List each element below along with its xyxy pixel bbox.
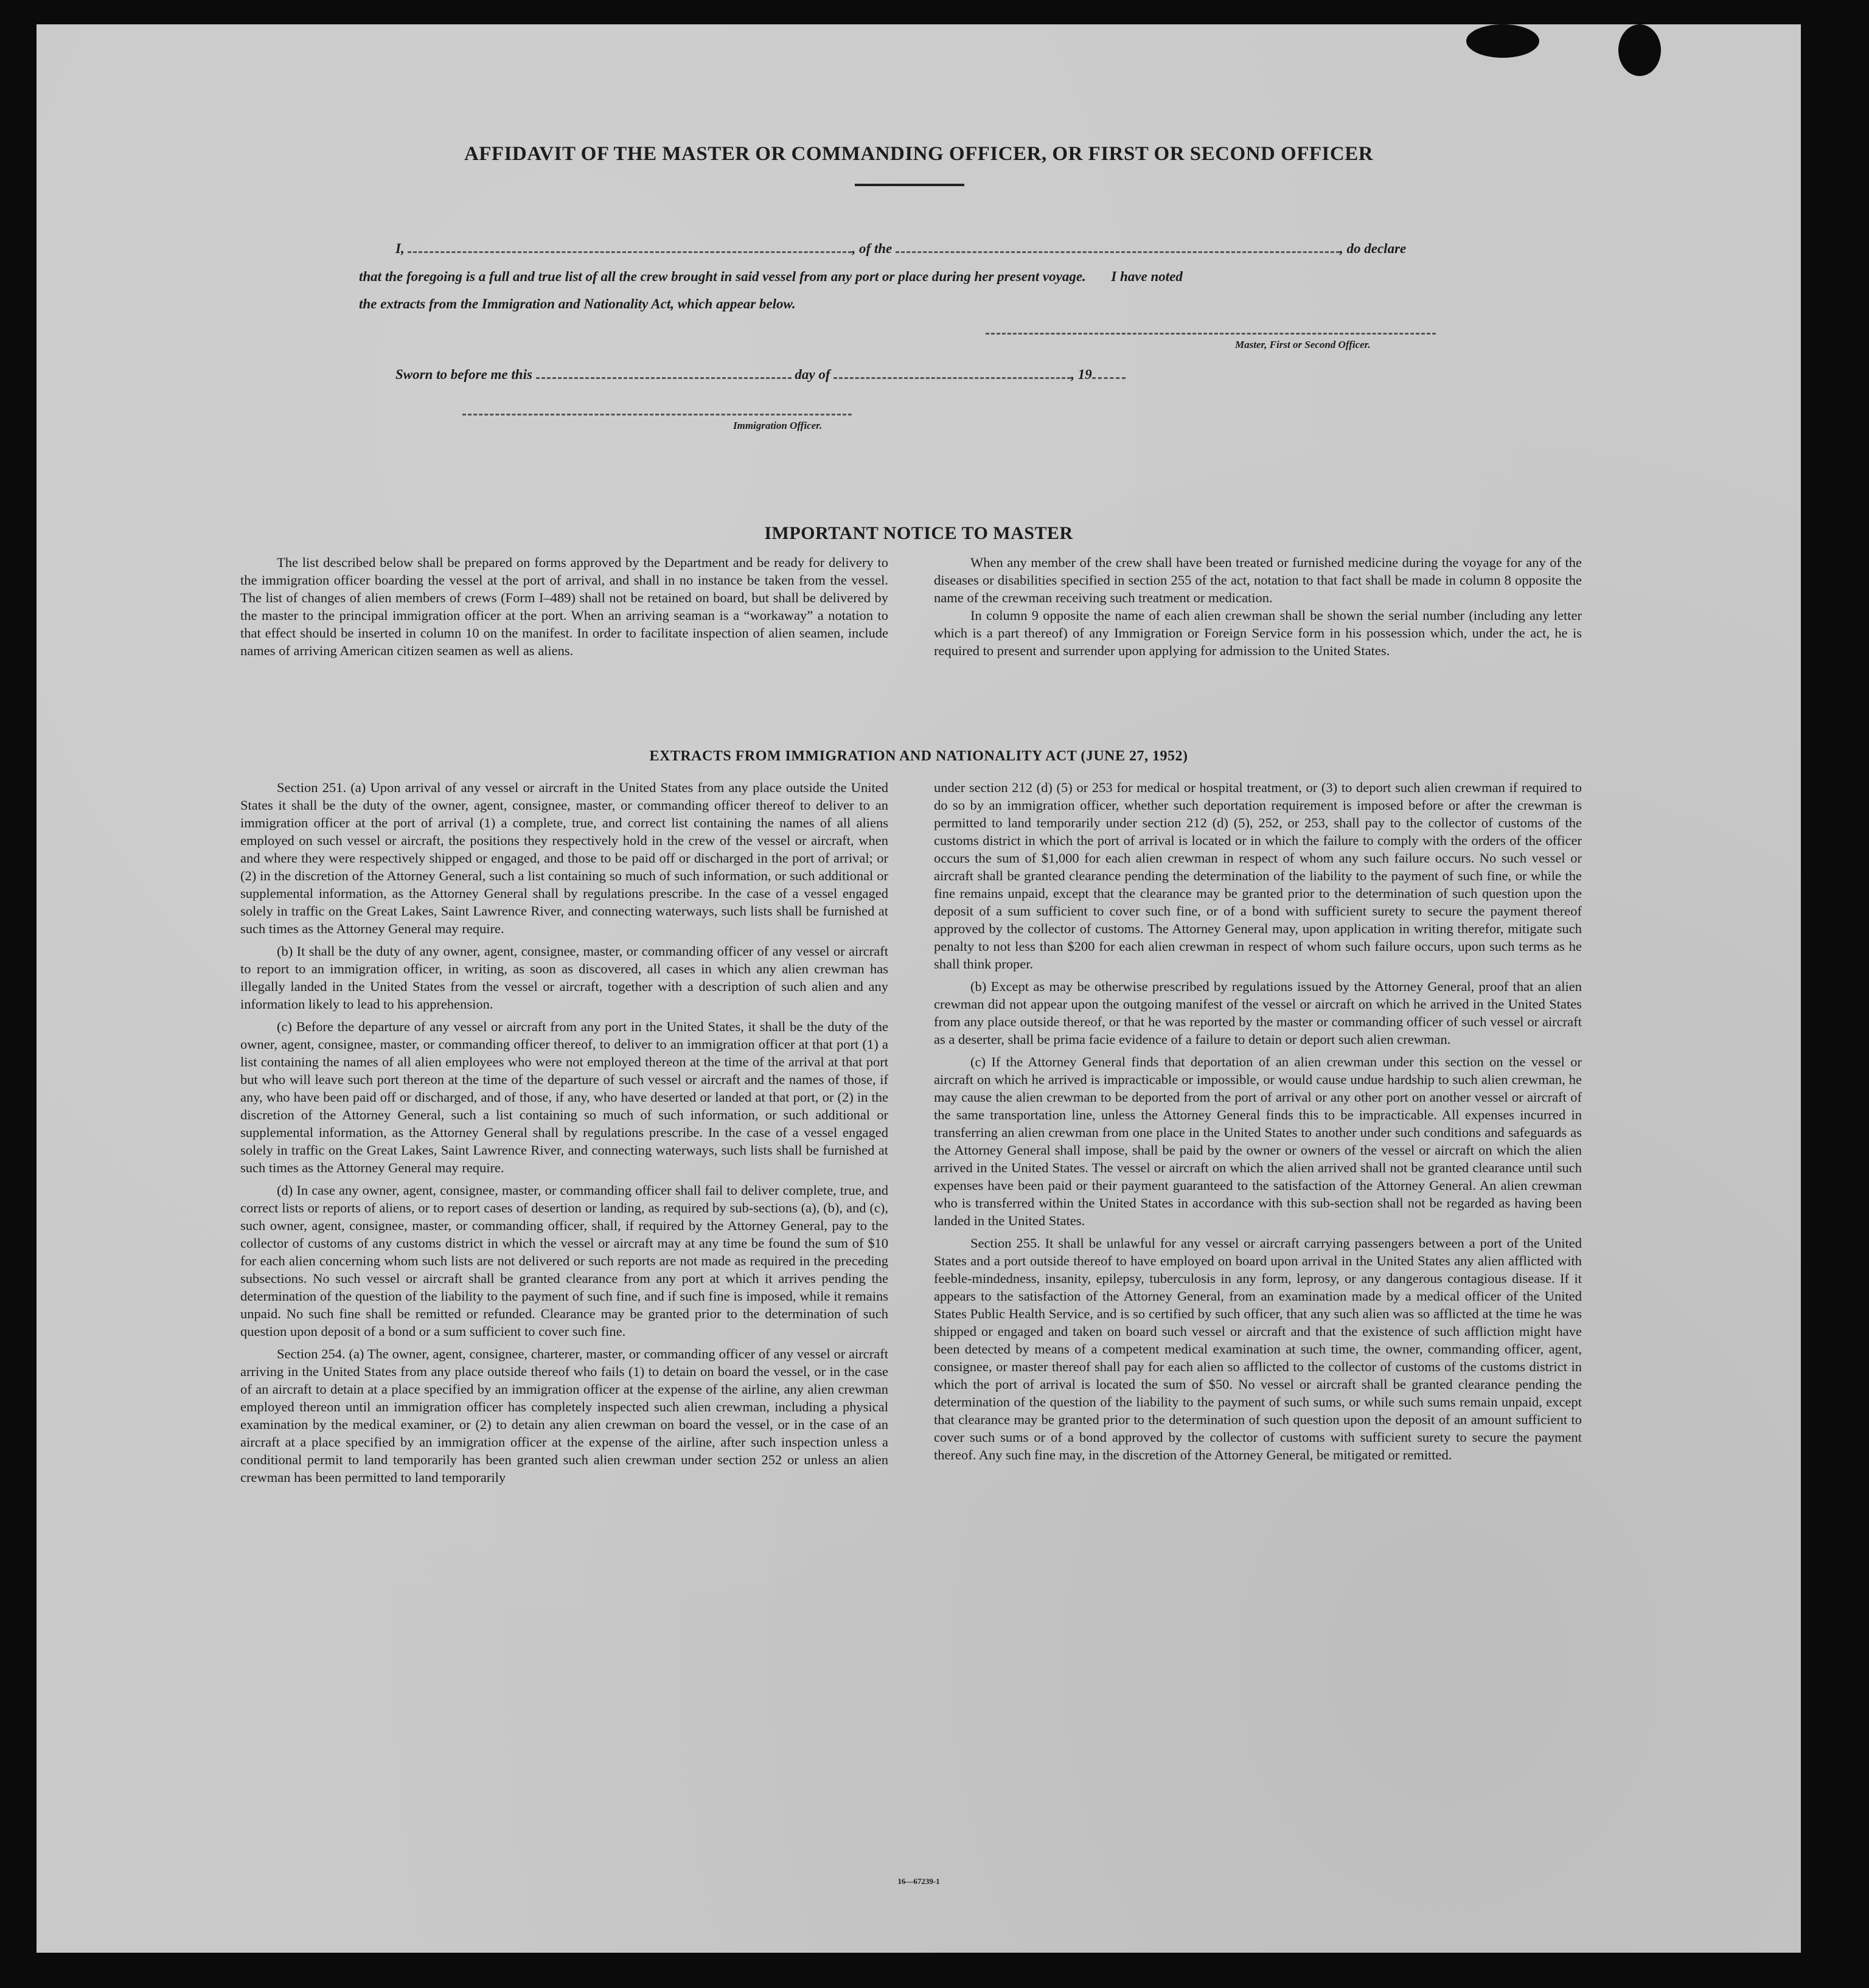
sworn-month-field[interactable] (834, 366, 1071, 379)
officer-caption: Immigration Officer. (733, 420, 823, 431)
torn-corner-mark (1618, 24, 1661, 76)
extract-paragraph: (c) If the Attorney General finds that deportation of an alien crewman under this section on the vessel or aircraft on which he arrived is impracticable or impossible, or would cause undue hardship to such alien crewman, he may cause the alien crewman to be deported from the port of arrival or any other port on another vessel or aircraft of the same transportation line, unless the Attorney General finds this to be impracticable. All expenses incurred in transferring an alien crewman from one place in the United States to another under such conditions and safeguards as the Attorney General shall impose, shall be paid by the owner or owners of the vessel or aircraft on which the alien arrived in the United States. The vessel or aircraft on which the alien arrived shall not be granted clearance until such expenses have been paid or their payment guaranteed to the satisfaction of the Attorney General. An alien crewman who is transferred within the United States in accordance with this sub-section shall not be regarded as having been landed in the United States. (934, 1054, 1582, 1228)
extract-paragraph: (d) In case any owner, agent, consignee, master, or commanding officer shall fail to deliver complete, true, and correct lists or reports of aliens, or to report cases of desertion or landing, as required by sub-sections (a), (b), and (c), such owner, agent, consignee, master, or commanding officer, shall, if required by the Attorney General, pay to the collector of customs of any customs district in which the vessel or aircraft may at any time be found the sum of $10 for each alien concerning whom such lists are not delivered or such reports are not made as required in the preceding subsections. No such vessel or aircraft shall be granted clearance from any port at which it arrives pending the determination of the question of the liability to the payment of such fine, and if such fine is imposed, while it remains unpaid. No such fine shall be remitted or refunded. Clearance may be granted prior to the determination of such question upon deposit of a bond or a sum sufficient to cover such fine. (240, 1183, 888, 1339)
extract-paragraph: (c) Before the departure of any vessel or aircraft from any port in the United States, it shall be the duty of the owner, agent, consignee, master, or commanding officer thereof, to deliver to an immigration officer at that port (1) a list containing the names of all alien employees who were not employed thereon at the time of the arrival at that port but who will leave such port thereon at the time of the departure of such vessel or aircraft and the names of those, if any, who have been paid off or discharged, and of those, if any, who have deserted or landed at that port, or (2) in the discretion of the Attorney General, such a list containing so much of such information, or such additional or supplemental information, as the Attorney General shall by regulations prescribe. In the case of a vessel engaged solely in traffic on the Great Lakes, Saint Lawrence River, and connecting waterways, such lists shall be furnished at such times as the Attorney General may require. (240, 1019, 888, 1175)
extract-paragraph: under section 212 (d) (5) or 253 for medical or hospital treatment, or (3) to deport such alien crewman if required to do so by an immigration officer, whether such deportation requirement is imposed before or after the crewman is permitted to land temporarily under section 212 (d) (5), 252, or 253, shall pay to the collector of customs of the customs district in which the port of arrival is located or in which the failure to comply with the orders of the officer occurs the sum of $1,000 for each alien crewman in respect of whom any such failure occurs. No such vessel or aircraft shall be granted clearance pending the determination of the liability to the payment of such fine, or while the fine remains unpaid, except that the clearance may be granted prior to the determination of such question upon the deposit of a sum sufficient to cover such fine, or of a bond with sufficient surety to secure the payment thereof approved by the collector of customs. The Attorney General may, upon application in writing therefor, mitigate such penalty to not less than $200 for each alien crewman in respect of whom such failure occurs, upon such terms as he shall think proper. (934, 780, 1582, 971)
extract-paragraph: Section 254. (a) The owner, agent, consignee, charterer, master, or commanding officer of any vessel or aircraft arriving in the United States from any place outside thereof who fails (1) to detain on board the vessel, or in the case of an aircraft to detain at a place specified by an immigration officer at the expense of the airline, any alien crewman employed thereon until an immigration officer has completely inspected such alien crewman, including a physical examination by the medical examiner, or (2) to detain any alien crewman on board the vessel, or in the case of an aircraft at a place specified by an immigration officer at the expense of the airline, after such inspection unless a conditional permit to land temporarily has been granted such alien crewman under section 252 or unless an alien crewman has been permitted to land temporarily (240, 1346, 888, 1485)
form-code: 16—67239-1 (897, 1877, 940, 1886)
sworn-day-field[interactable] (536, 366, 792, 379)
extract-paragraph: Section 255. It shall be unlawful for any vessel or aircraft carrying passengers between a port of the United States and a port outside thereof to have employed on board upon arrival in the United States any alien afflicted with feeble-mindedness, insanity, epilepsy, tuberculosis in any form, leprosy, or any dangerous contagious disease. If it appears to the satisfaction of the Attorney General, from an examination made by a medical officer of the United States Public Health Service, and is so certified by such officer, that any such alien was so afflicted at the time he was shipped or engaged and taken on board such vessel or aircraft and that the existence of such affliction might have been detected by means of a competent medical examination at such time, the owner, commanding officer, agent, consignee, or master thereof shall pay for each alien so afflicted to the collector of customs of the customs district in which the port of arrival is located the sum of $50. No vessel or aircraft shall be granted clearance pending the determination of the question of the liability to the payment of such sums, or while such sums remain unpaid, except that clearance may be granted prior to the determination of such question upon the deposit of an amount sufficient to cover such sums or of a bond approved by the collector of customs with sufficient surety to secure the payment thereof. Any such fine may, in the discretion of the Attorney General, be mitigated or remitted. (934, 1236, 1582, 1462)
affidavit-extracts-note: the extracts from the Immigration and Nationality Act, which appear below. (359, 296, 796, 311)
extract-paragraph: (b) Except as may be otherwise prescribed by regulations issued by the Attorney General, proof that an alien crewman did not appear upon the outgoing manifest of the vessel or aircraft on which he arrived in the United States from any place outside thereof, or that he was reported by the master or commanding officer of such vessel or aircraft as a deserter, shall be prima facie evidence of a failure to detain or deport such alien crewman. (934, 979, 1582, 1047)
extracts-left-column (240, 779, 888, 1486)
master-caption: Master, First or Second Officer. (1235, 339, 1371, 350)
extract-paragraph: (b) It shall be the duty of any owner, agent, consignee, master, or commanding officer of any vessel or aircraft to report to an immigration officer, in writing, as soon as discovered, all cases in which any alien crewman has illegally landed in the United States from the vessel or aircraft, together with a description of such alien and any information likely to lead to his apprehension. (240, 944, 888, 1012)
torn-corner-mark (1466, 24, 1539, 58)
master-signature-line[interactable] (986, 332, 1436, 335)
extracts-right-column (934, 779, 1582, 1464)
of-the-label: , of the (852, 241, 893, 256)
extract-paragraph: Section 251. (a) Upon arrival of any vessel or aircraft in the United States from any place outside the United States it shall be the duty of the owner, agent, consignee, master, or commanding officer thereof to deliver to an immigration officer at the port of arrival (1) a complete, true, and correct list containing the names of all aliens employed on such vessel or aircraft, the positions they respectively hold in the crew of the vessel or aircraft, when and where they were respectively shipped or engaged, and those to be paid off or discharged in the port of arrival; or (2) in the discretion of the Attorney General, such a list containing so much of such information, or such additional or supplemental information, as the Attorney General shall by regulations prescribe. In the case of a vessel engaged solely in traffic on the Great Lakes, Saint Lawrence River, and connecting waterways, such lists shall be furnished at such times as the Attorney General may require. (240, 780, 888, 936)
vessel-field[interactable] (896, 240, 1340, 253)
notice-title: IMPORTANT NOTICE TO MASTER (764, 523, 1073, 543)
notice-left-column (240, 554, 888, 659)
sworn-label: Sworn to before me this (395, 367, 532, 382)
affidavit-i-label: I, (395, 241, 405, 256)
notice-right-paragraph: When any member of the crew shall have been treated or furnished medicine during the voyage for any of the diseases or disabilities specified in section 255 of the act, notation to that fact shall be made in column 8 opposite the name of the crewman receiving such treatment or medication. (934, 555, 1582, 605)
do-declare-label: , do declare (1340, 241, 1407, 256)
document-page (37, 24, 1801, 1953)
officer-signature-line[interactable] (462, 412, 852, 415)
notice-right-paragraph: In column 9 opposite the name of each alien crewman shall be shown the serial number (including any letter which is a part thereof) of any Immigration or Foreign Service form in his possession which, under the act, he is required to present and surrender upon applying for admission to the United States. (934, 608, 1582, 658)
affidavit-title: AFFIDAVIT OF THE MASTER OR COMMANDING OFFICER, OR FIRST OR SECOND OFFICER (464, 143, 1374, 165)
affidavit-line-1 (395, 240, 1406, 257)
affidavit-line-3 (359, 296, 796, 312)
name-field[interactable] (408, 240, 852, 253)
affidavit-statement: that the foregoing is a full and true list of all the crew brought in said vessel from any port or place during her present voyage. (359, 269, 1086, 284)
notice-left-paragraph: The list described below shall be prepared on forms approved by the Department and be ready for delivery to the immigration officer boarding the vessel at the port of arrival, and shall in no instance be taken from the vessel. The list of changes of alien members of crews (Form I–489) shall not be retained on board, but shall be delivered by the master to the principal immigration officer at the port. When an arriving seaman is a “workaway” a notation to that effect should be inserted in column 10 on the manifest. In order to facilitate inspection of alien seamen, include names of arriving American citizen seamen as well as aliens. (240, 555, 888, 658)
affidavit-noted: I have noted (1111, 269, 1183, 284)
sworn-year-field[interactable] (1092, 366, 1126, 379)
notice-right-column (934, 554, 1582, 659)
year-label: , 19 (1071, 367, 1092, 382)
day-of-label: day of (795, 367, 830, 382)
extracts-title: EXTRACTS FROM IMMIGRATION AND NATIONALITY ACT (JUNE 27, 1952) (649, 748, 1188, 764)
sworn-line (395, 366, 1126, 383)
title-divider (855, 184, 964, 186)
affidavit-line-2 (359, 269, 1183, 285)
